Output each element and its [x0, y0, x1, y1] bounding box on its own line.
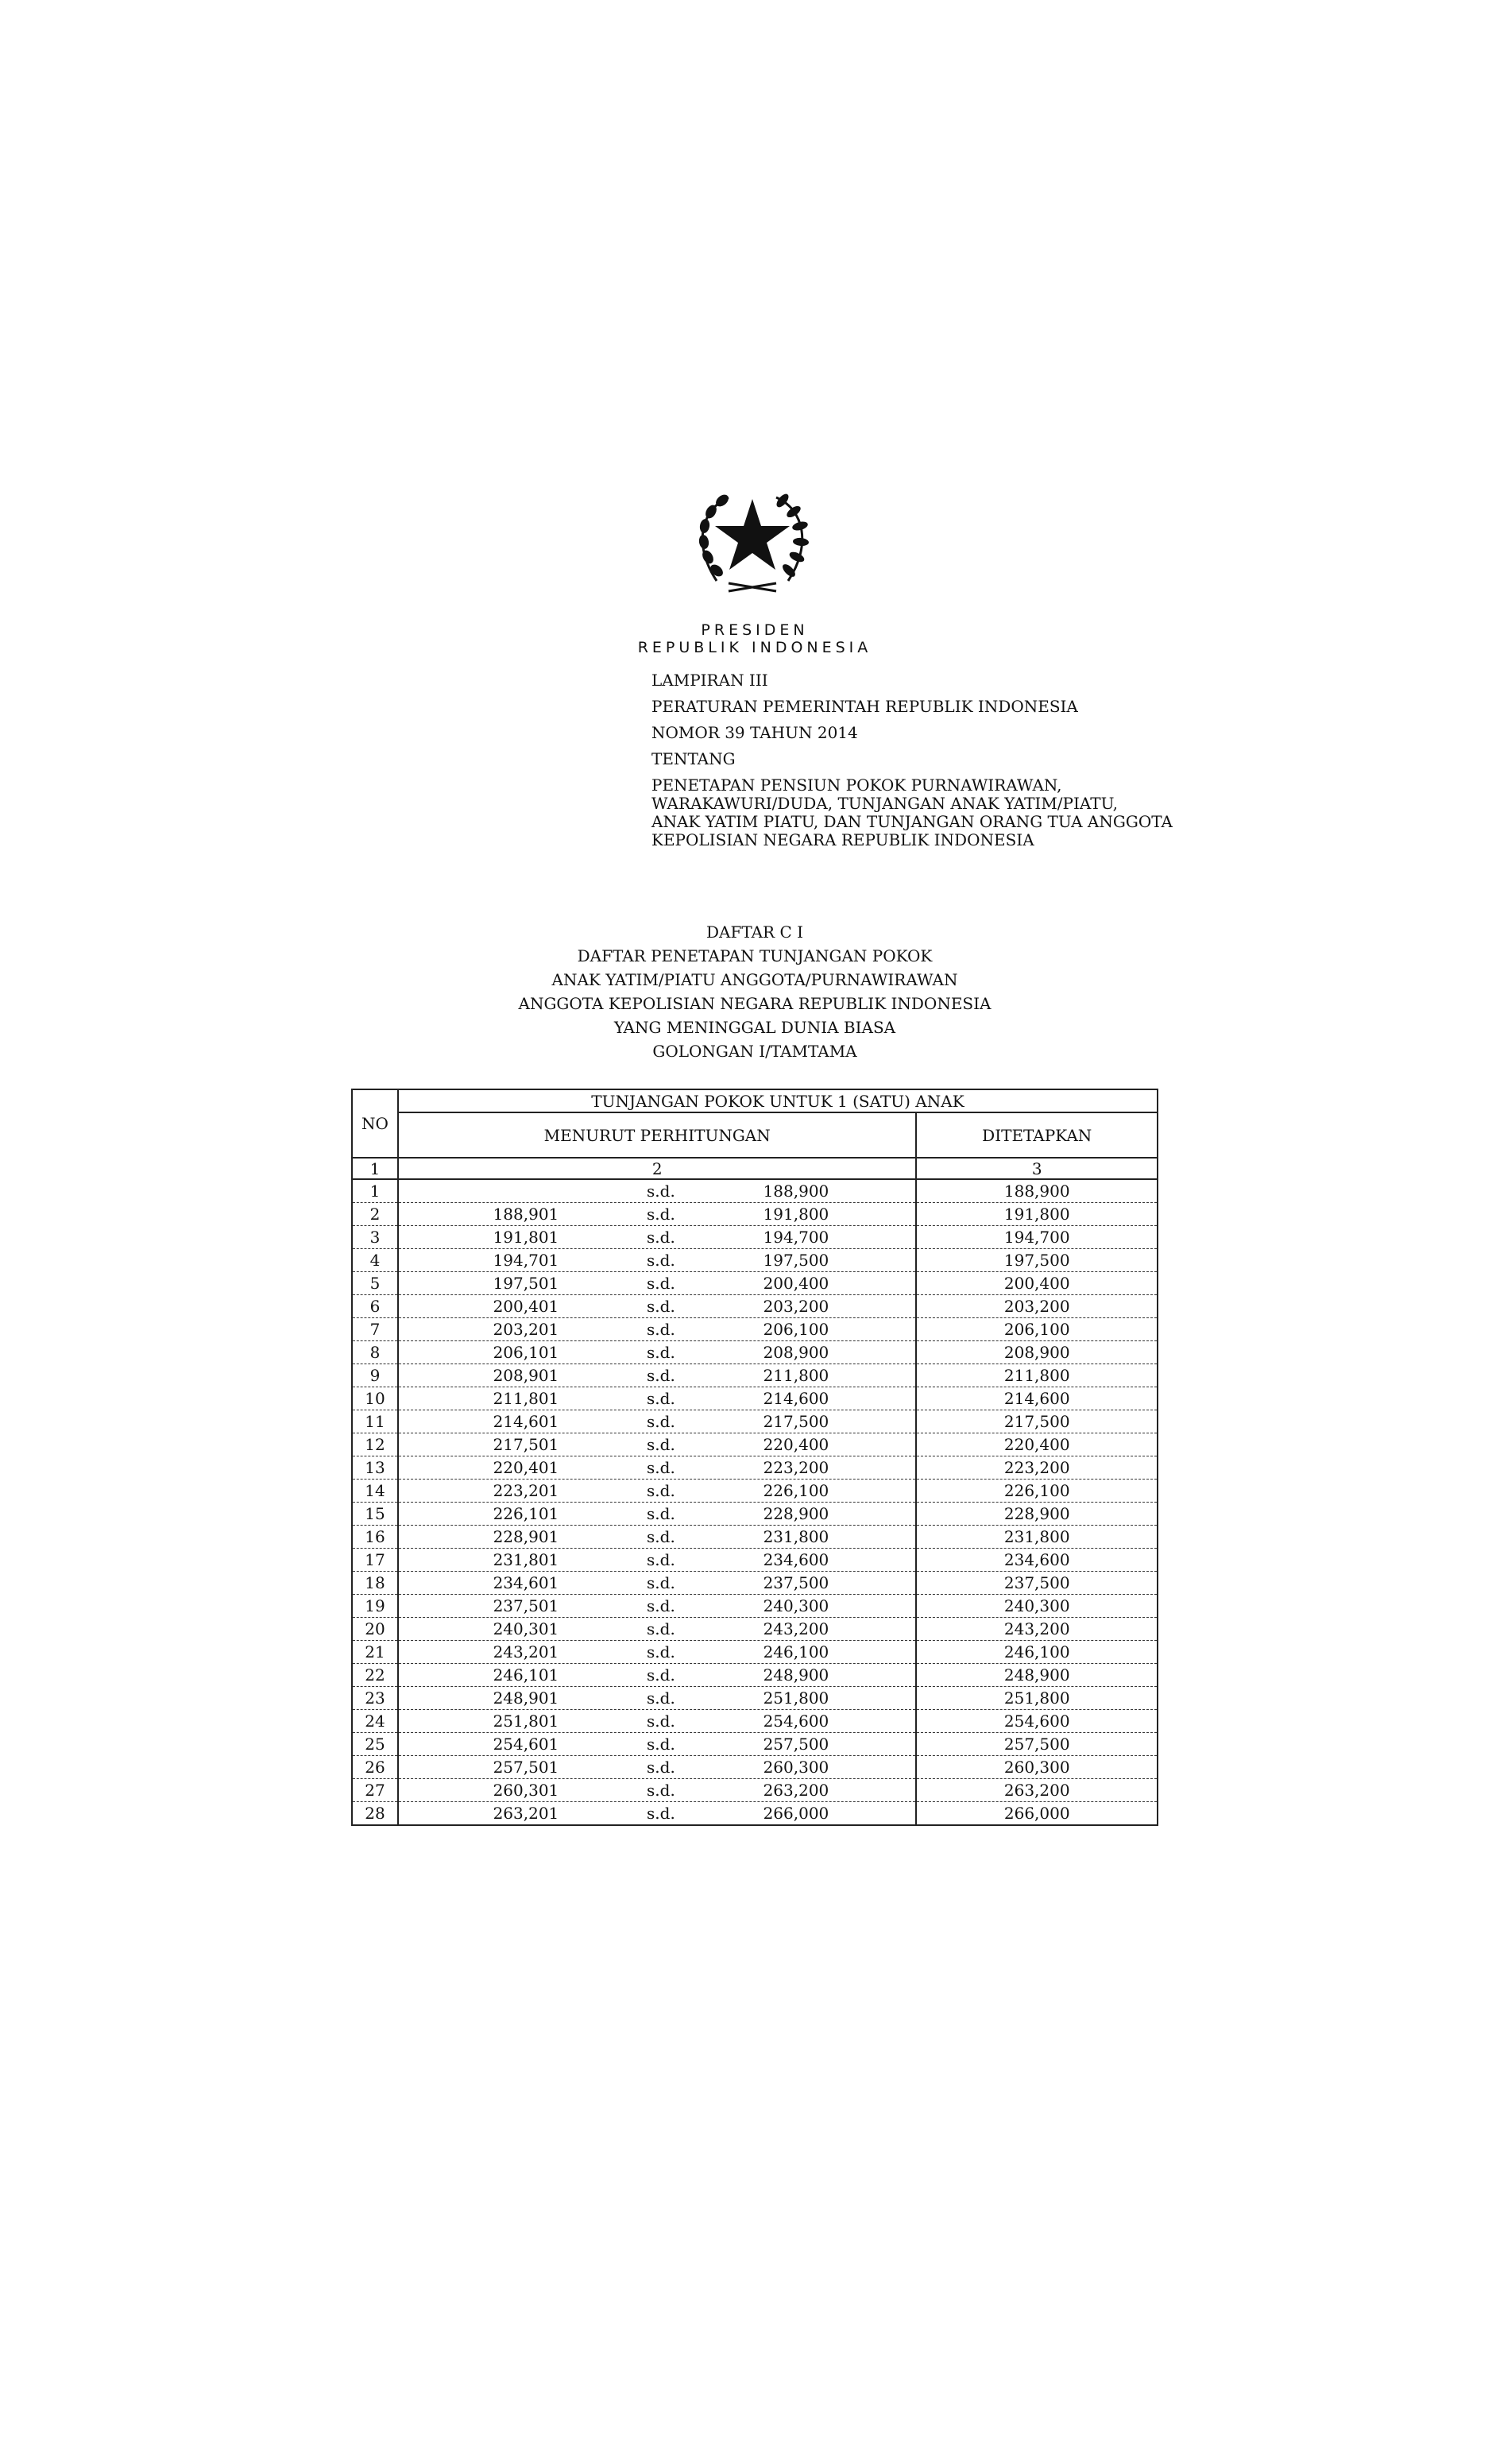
row-no: 5: [352, 1272, 398, 1295]
row-fixed: 234,600: [916, 1549, 1158, 1572]
row-fixed: 228,900: [916, 1503, 1158, 1526]
row-calc: [398, 1710, 917, 1733]
range-sd: s.d.: [647, 1435, 675, 1454]
index-cell: 1: [352, 1158, 398, 1179]
range-from: 228,901: [493, 1527, 559, 1546]
range-from: 263,201: [493, 1804, 559, 1823]
range-sd: s.d.: [647, 1619, 675, 1638]
col-calc-header: MENURUT PERHITUNGAN: [398, 1112, 917, 1158]
range-sd: s.d.: [647, 1712, 675, 1731]
row-no: 28: [352, 1802, 398, 1826]
range-sd: s.d.: [647, 1665, 675, 1685]
row-calc: [398, 1272, 917, 1295]
table-row: [352, 1410, 1158, 1433]
group-header: TUNJANGAN POKOK UNTUK 1 (SATU) ANAK: [398, 1089, 1158, 1112]
row-fixed: 263,200: [916, 1779, 1158, 1802]
range-from: 251,801: [493, 1712, 559, 1731]
row-calc: [398, 1456, 917, 1480]
range-from: 223,201: [493, 1481, 559, 1500]
range-from: 243,201: [493, 1642, 559, 1661]
row-no: 7: [352, 1318, 398, 1341]
range-to: 251,800: [763, 1688, 829, 1708]
emblem-line1: PRESIDEN: [701, 621, 809, 639]
range-to: 214,600: [763, 1389, 829, 1408]
range-sd: s.d.: [647, 1504, 675, 1523]
row-no: 1: [352, 1179, 398, 1203]
table-row: [352, 1364, 1158, 1387]
table-row: [352, 1526, 1158, 1549]
subject-line: KEPOLISIAN NEGARA REPUBLIK INDONESIA: [651, 830, 1034, 849]
range-sd: s.d.: [647, 1389, 675, 1408]
range-from: 197,501: [493, 1274, 559, 1293]
row-calc: [398, 1318, 917, 1341]
range-to: 226,100: [763, 1481, 829, 1500]
range-sd: s.d.: [647, 1205, 675, 1224]
row-fixed: 206,100: [916, 1318, 1158, 1341]
range-to: 208,900: [763, 1343, 829, 1362]
row-no: 20: [352, 1618, 398, 1641]
row-no: 9: [352, 1364, 398, 1387]
row-calc: [398, 1756, 917, 1779]
row-calc: [398, 1249, 917, 1272]
row-calc: [398, 1387, 917, 1410]
range-from: 237,501: [493, 1596, 559, 1615]
presidential-emblem-icon: [681, 482, 824, 601]
row-no: 15: [352, 1503, 398, 1526]
range-to: 260,300: [763, 1758, 829, 1777]
range-from: 234,601: [493, 1573, 559, 1592]
lampiran: LAMPIRAN III: [651, 671, 768, 690]
range-to: 217,500: [763, 1412, 829, 1431]
range-to: 240,300: [763, 1596, 829, 1615]
range-sd: s.d.: [647, 1458, 675, 1477]
range-to: 257,500: [763, 1735, 829, 1754]
range-from: 211,801: [493, 1389, 559, 1408]
range-sd: s.d.: [647, 1596, 675, 1615]
range-sd: s.d.: [647, 1297, 675, 1316]
range-from: 226,101: [493, 1504, 559, 1523]
table-row: [352, 1549, 1158, 1572]
row-fixed: 266,000: [916, 1802, 1158, 1826]
range-from: 203,201: [493, 1320, 559, 1339]
range-to: 248,900: [763, 1665, 829, 1685]
range-to: 263,200: [763, 1781, 829, 1800]
range-to: 223,200: [763, 1458, 829, 1477]
range-sd: s.d.: [647, 1228, 675, 1247]
row-calc: [398, 1572, 917, 1595]
range-sd: s.d.: [647, 1573, 675, 1592]
range-from: 191,801: [493, 1228, 559, 1247]
table-row: [352, 1641, 1158, 1664]
range-from: 200,401: [493, 1297, 559, 1316]
row-no: 2: [352, 1203, 398, 1226]
subject-line: ANAK YATIM PIATU, DAN TUNJANGAN ORANG TUA ANGGOTA: [651, 812, 1173, 831]
row-no: 6: [352, 1295, 398, 1318]
row-no: 26: [352, 1756, 398, 1779]
row-no: 10: [352, 1387, 398, 1410]
title-line: DAFTAR PENETAPAN TUNJANGAN POKOK: [577, 946, 933, 965]
subject-line: WARAKAWURI/DUDA, TUNJANGAN ANAK YATIM/PIATU,: [651, 794, 1118, 813]
row-fixed: 248,900: [916, 1664, 1158, 1687]
table-row: [352, 1802, 1158, 1826]
range-to: 188,900: [763, 1182, 829, 1201]
row-fixed: 211,800: [916, 1364, 1158, 1387]
table-row: [352, 1341, 1158, 1364]
table-row: [352, 1272, 1158, 1295]
range-from: 188,901: [493, 1205, 559, 1224]
tentang: TENTANG: [651, 749, 736, 768]
range-sd: s.d.: [647, 1251, 675, 1270]
range-to: 234,600: [763, 1550, 829, 1569]
table-row: [352, 1595, 1158, 1618]
row-fixed: 246,100: [916, 1641, 1158, 1664]
table-row: [352, 1779, 1158, 1802]
row-no: 13: [352, 1456, 398, 1480]
range-to: 200,400: [763, 1274, 829, 1293]
range-from: 214,601: [493, 1412, 559, 1431]
row-calc: [398, 1179, 917, 1203]
row-fixed: 220,400: [916, 1433, 1158, 1456]
range-sd: s.d.: [647, 1343, 675, 1362]
row-no: 17: [352, 1549, 398, 1572]
row-fixed: 240,300: [916, 1595, 1158, 1618]
title-line: GOLONGAN I/TAMTAMA: [652, 1042, 857, 1061]
row-calc: [398, 1341, 917, 1364]
range-to: 266,000: [763, 1804, 829, 1823]
table-row: [352, 1249, 1158, 1272]
range-to: 206,100: [763, 1320, 829, 1339]
row-fixed: 231,800: [916, 1526, 1158, 1549]
row-calc: [398, 1410, 917, 1433]
row-no: 27: [352, 1779, 398, 1802]
row-no: 12: [352, 1433, 398, 1456]
range-from: 248,901: [493, 1688, 559, 1708]
table-row: [352, 1318, 1158, 1341]
row-calc: [398, 1549, 917, 1572]
row-fixed: 260,300: [916, 1756, 1158, 1779]
range-from: 220,401: [493, 1458, 559, 1477]
row-calc: [398, 1364, 917, 1387]
row-no: 22: [352, 1664, 398, 1687]
table-row: [352, 1756, 1158, 1779]
row-fixed: 208,900: [916, 1341, 1158, 1364]
title-line: ANGGOTA KEPOLISIAN NEGARA REPUBLIK INDONESIA: [518, 994, 992, 1013]
nomor: NOMOR 39 TAHUN 2014: [651, 723, 858, 742]
row-no: 16: [352, 1526, 398, 1549]
row-no: 21: [352, 1641, 398, 1664]
range-to: 228,900: [763, 1504, 829, 1523]
range-sd: s.d.: [647, 1804, 675, 1823]
range-from: 240,301: [493, 1619, 559, 1638]
range-from: 257,501: [493, 1758, 559, 1777]
table-row: [352, 1456, 1158, 1480]
document-header: [651, 671, 1208, 849]
range-to: 220,400: [763, 1435, 829, 1454]
range-to: 254,600: [763, 1712, 829, 1731]
row-no: 24: [352, 1710, 398, 1733]
row-no: 3: [352, 1226, 398, 1249]
row-fixed: 200,400: [916, 1272, 1158, 1295]
row-fixed: 243,200: [916, 1618, 1158, 1641]
range-to: 243,200: [763, 1619, 829, 1638]
title-line: YANG MENINGGAL DUNIA BIASA: [613, 1018, 896, 1037]
row-no: 19: [352, 1595, 398, 1618]
table-row: [352, 1687, 1158, 1710]
range-to: 191,800: [763, 1205, 829, 1224]
table-row: [352, 1387, 1158, 1410]
table-row: [352, 1503, 1158, 1526]
row-calc: [398, 1687, 917, 1710]
range-to: 246,100: [763, 1642, 829, 1661]
row-calc: [398, 1641, 917, 1664]
table-row: [352, 1480, 1158, 1503]
row-calc: [398, 1203, 917, 1226]
range-from: 246,101: [493, 1665, 559, 1685]
range-to: 203,200: [763, 1297, 829, 1316]
table-row: [352, 1203, 1158, 1226]
row-no: 11: [352, 1410, 398, 1433]
allowance-table: [351, 1089, 1158, 1826]
row-no: 14: [352, 1480, 398, 1503]
range-from: 194,701: [493, 1251, 559, 1270]
range-sd: s.d.: [647, 1550, 675, 1569]
row-fixed: 257,500: [916, 1733, 1158, 1756]
row-fixed: 214,600: [916, 1387, 1158, 1410]
range-from: 206,101: [493, 1343, 559, 1362]
table-body: [352, 1179, 1158, 1825]
row-fixed: 197,500: [916, 1249, 1158, 1272]
range-sd: s.d.: [647, 1412, 675, 1431]
row-calc: [398, 1503, 917, 1526]
row-fixed: 203,200: [916, 1295, 1158, 1318]
row-no: 4: [352, 1249, 398, 1272]
row-fixed: 194,700: [916, 1226, 1158, 1249]
col-fixed-header: DITETAPKAN: [916, 1112, 1158, 1158]
row-no: 8: [352, 1341, 398, 1364]
table-row: [352, 1433, 1158, 1456]
emblem-line2: REPUBLIK INDONESIA: [637, 639, 872, 656]
row-calc: [398, 1664, 917, 1687]
row-no: 18: [352, 1572, 398, 1595]
table-row: [352, 1179, 1158, 1203]
row-fixed: 217,500: [916, 1410, 1158, 1433]
range-sd: s.d.: [647, 1642, 675, 1661]
row-calc: [398, 1595, 917, 1618]
row-calc: [398, 1526, 917, 1549]
range-to: 231,800: [763, 1527, 829, 1546]
index-cell: 3: [916, 1158, 1158, 1179]
table-row: [352, 1295, 1158, 1318]
range-sd: s.d.: [647, 1320, 675, 1339]
row-calc: [398, 1226, 917, 1249]
title-line: ANAK YATIM/PIATU ANGGOTA/PURNAWIRAWAN: [551, 970, 958, 989]
range-sd: s.d.: [647, 1182, 675, 1201]
range-sd: s.d.: [647, 1366, 675, 1385]
range-from: 254,601: [493, 1735, 559, 1754]
col-no-header: NO: [352, 1089, 398, 1158]
range-sd: s.d.: [647, 1527, 675, 1546]
index-cell: 2: [398, 1158, 917, 1179]
range-to: 197,500: [763, 1251, 829, 1270]
table-titles: [397, 920, 1112, 1063]
row-calc: [398, 1779, 917, 1802]
row-fixed: 223,200: [916, 1456, 1158, 1480]
row-fixed: 188,900: [916, 1179, 1158, 1203]
range-sd: s.d.: [647, 1758, 675, 1777]
range-to: 194,700: [763, 1228, 829, 1247]
row-fixed: 226,100: [916, 1480, 1158, 1503]
range-to: 237,500: [763, 1573, 829, 1592]
row-calc: [398, 1733, 917, 1756]
range-from: 217,501: [493, 1435, 559, 1454]
range-from: 208,901: [493, 1366, 559, 1385]
row-fixed: 191,800: [916, 1203, 1158, 1226]
table-row: [352, 1618, 1158, 1641]
row-fixed: 254,600: [916, 1710, 1158, 1733]
range-to: 211,800: [763, 1366, 829, 1385]
range-sd: s.d.: [647, 1735, 675, 1754]
range-sd: s.d.: [647, 1688, 675, 1708]
table-row: [352, 1226, 1158, 1249]
table-row: [352, 1733, 1158, 1756]
row-calc: [398, 1802, 917, 1826]
row-fixed: 237,500: [916, 1572, 1158, 1595]
title-line: DAFTAR C I: [705, 923, 804, 942]
row-fixed: 251,800: [916, 1687, 1158, 1710]
row-no: 25: [352, 1733, 398, 1756]
row-calc: [398, 1480, 917, 1503]
range-from: 231,801: [493, 1550, 559, 1569]
range-sd: s.d.: [647, 1781, 675, 1800]
peraturan: PERATURAN PEMERINTAH REPUBLIK INDONESIA: [651, 697, 1078, 716]
row-no: 23: [352, 1687, 398, 1710]
table-row: [352, 1710, 1158, 1733]
range-sd: s.d.: [647, 1274, 675, 1293]
row-calc: [398, 1618, 917, 1641]
range-sd: s.d.: [647, 1481, 675, 1500]
table-row: [352, 1572, 1158, 1595]
row-calc: [398, 1295, 917, 1318]
range-from: 260,301: [493, 1781, 559, 1800]
row-calc: [398, 1433, 917, 1456]
table-row: [352, 1664, 1158, 1687]
subject-line: PENETAPAN PENSIUN POKOK PURNAWIRAWAN,: [651, 776, 1062, 795]
